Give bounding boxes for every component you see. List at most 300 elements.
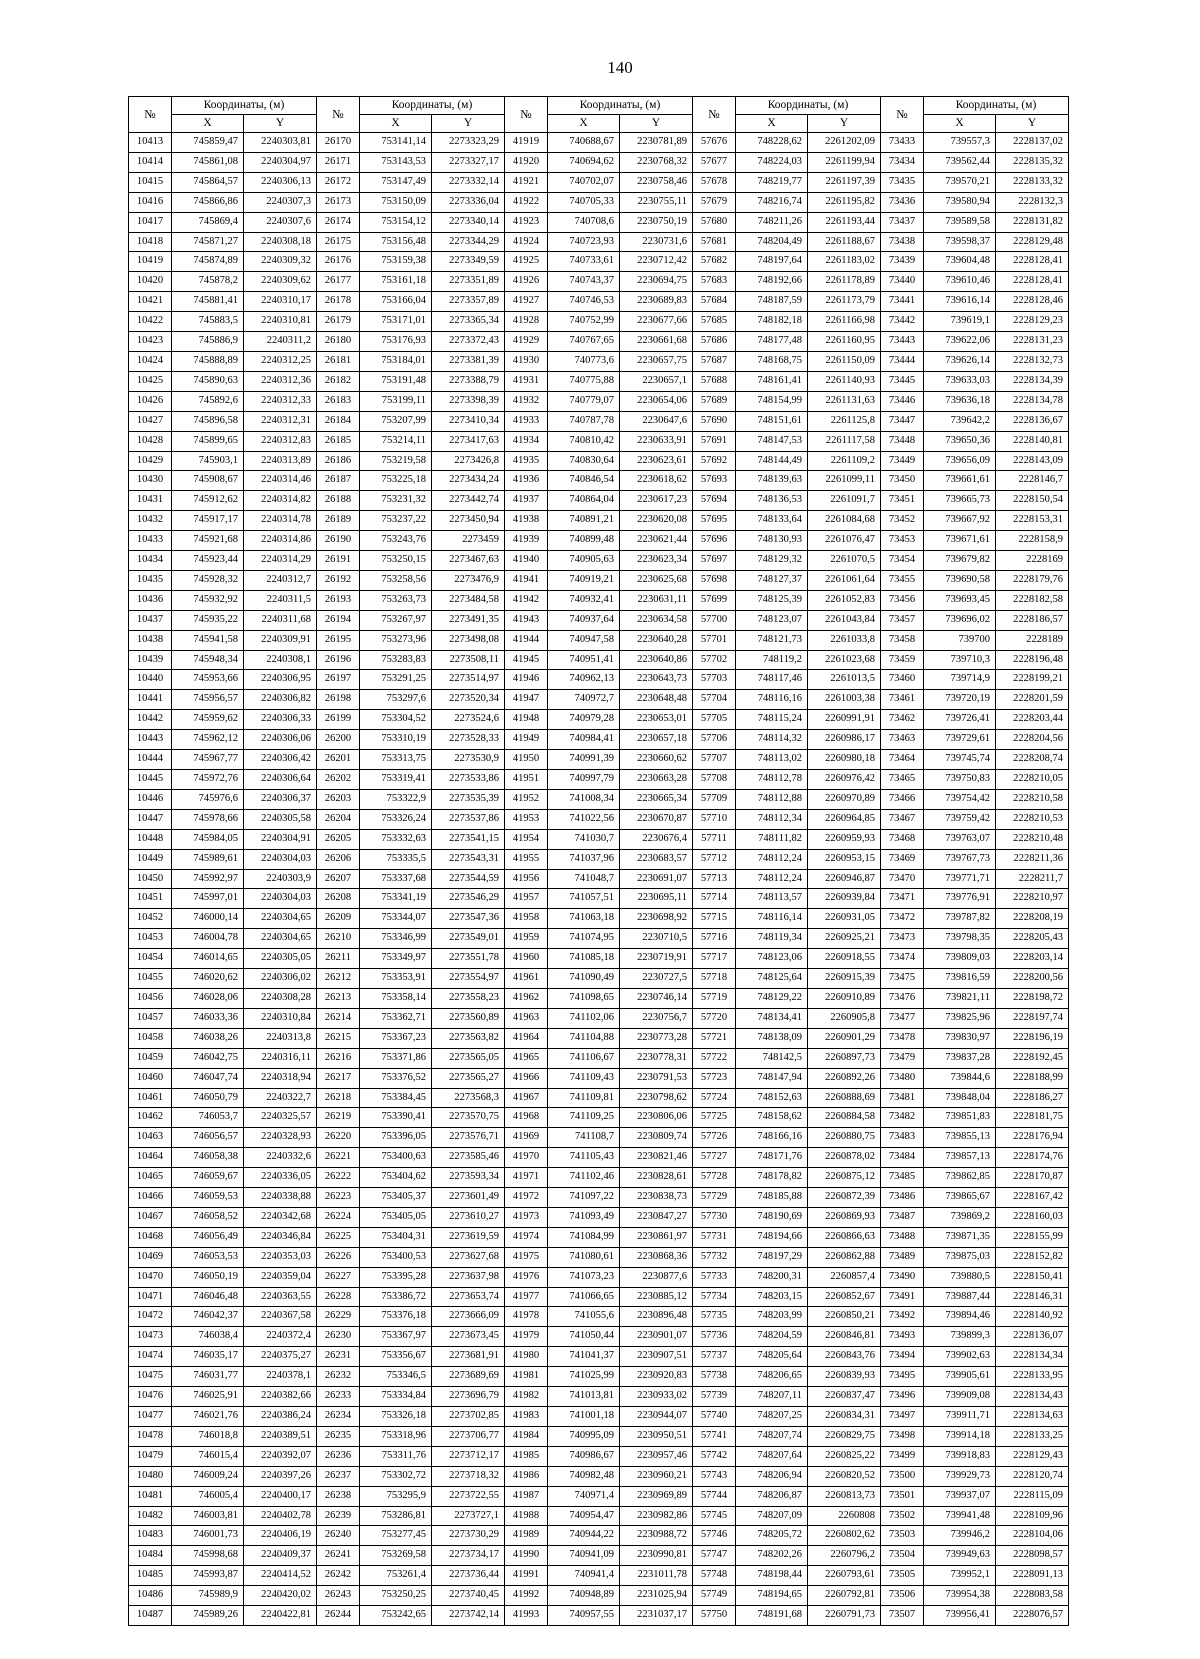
x-coordinate-cell: 753349,97 <box>360 949 432 969</box>
x-coordinate-cell: 741109,43 <box>548 1068 620 1088</box>
x-coordinate-cell: 745953,66 <box>172 670 244 690</box>
point-number-cell: 41969 <box>505 1128 548 1148</box>
number-column-header: № <box>693 97 736 133</box>
point-number-cell: 73456 <box>881 590 924 610</box>
point-number-cell: 73470 <box>881 869 924 889</box>
point-number-cell: 57714 <box>693 889 736 909</box>
y-coordinate-cell: 2260829,75 <box>808 1426 881 1446</box>
x-coordinate-cell: 748197,29 <box>736 1247 808 1267</box>
y-coordinate-cell: 2240306,64 <box>244 770 317 790</box>
y-coordinate-cell: 2261197,39 <box>808 172 881 192</box>
point-number-cell: 41952 <box>505 789 548 809</box>
x-coordinate-cell: 739952,1 <box>924 1566 996 1586</box>
point-number-cell: 26223 <box>317 1188 360 1208</box>
x-coordinate-cell: 753322,9 <box>360 789 432 809</box>
x-coordinate-cell: 748204,59 <box>736 1327 808 1347</box>
x-coordinate-cell: 740705,33 <box>548 192 620 212</box>
x-coordinate-cell: 740733,61 <box>548 252 620 272</box>
point-number-cell: 26170 <box>317 133 360 153</box>
y-coordinate-cell: 2228143,09 <box>996 451 1069 471</box>
table-row <box>129 1307 1069 1327</box>
y-coordinate-cell: 2228196,48 <box>996 650 1069 670</box>
point-number-cell: 41943 <box>505 610 548 630</box>
point-number-cell: 10430 <box>129 471 172 491</box>
point-number-cell: 57691 <box>693 431 736 451</box>
table-row <box>129 1028 1069 1048</box>
point-number-cell: 57729 <box>693 1188 736 1208</box>
x-coordinate-cell: 741104,88 <box>548 1028 620 1048</box>
x-coordinate-cell: 745861,08 <box>172 152 244 172</box>
x-coordinate-cell: 753371,86 <box>360 1048 432 1068</box>
point-number-cell: 10437 <box>129 610 172 630</box>
x-coordinate-cell: 753376,52 <box>360 1068 432 1088</box>
y-coordinate-cell: 2230957,46 <box>620 1446 693 1466</box>
x-coordinate-cell: 745932,92 <box>172 590 244 610</box>
y-coordinate-cell: 2228203,14 <box>996 949 1069 969</box>
x-column-header: X <box>736 115 808 133</box>
point-number-cell: 57690 <box>693 411 736 431</box>
y-coordinate-cell: 2261131,63 <box>808 391 881 411</box>
point-number-cell: 26182 <box>317 371 360 391</box>
x-coordinate-cell: 740962,13 <box>548 670 620 690</box>
y-coordinate-cell: 2240312,83 <box>244 431 317 451</box>
y-coordinate-cell: 2228210,05 <box>996 770 1069 790</box>
table-row <box>129 1267 1069 1287</box>
point-number-cell: 41923 <box>505 212 548 232</box>
x-coordinate-cell: 753291,25 <box>360 670 432 690</box>
x-coordinate-cell: 748115,24 <box>736 710 808 730</box>
point-number-cell: 41967 <box>505 1088 548 1108</box>
point-number-cell: 26192 <box>317 570 360 590</box>
y-coordinate-cell: 2240328,93 <box>244 1128 317 1148</box>
x-coordinate-cell: 753341,19 <box>360 889 432 909</box>
point-number-cell: 26214 <box>317 1008 360 1028</box>
point-number-cell: 10468 <box>129 1227 172 1247</box>
x-coordinate-cell: 748112,78 <box>736 770 808 790</box>
x-coordinate-cell: 748121,73 <box>736 630 808 650</box>
x-coordinate-cell: 745859,47 <box>172 133 244 153</box>
table-row <box>129 1247 1069 1267</box>
x-coordinate-cell: 746038,4 <box>172 1327 244 1347</box>
point-number-cell: 57687 <box>693 351 736 371</box>
point-number-cell: 41921 <box>505 172 548 192</box>
x-coordinate-cell: 745984,05 <box>172 829 244 849</box>
point-number-cell: 26211 <box>317 949 360 969</box>
table-row <box>129 152 1069 172</box>
point-number-cell: 57684 <box>693 292 736 312</box>
x-coordinate-cell: 739570,21 <box>924 172 996 192</box>
point-number-cell: 57701 <box>693 630 736 650</box>
x-column-header: X <box>924 115 996 133</box>
point-number-cell: 73450 <box>881 471 924 491</box>
y-coordinate-cell: 2273530,9 <box>432 750 505 770</box>
y-coordinate-cell: 2273340,14 <box>432 212 505 232</box>
x-coordinate-cell: 745892,6 <box>172 391 244 411</box>
x-coordinate-cell: 753304,52 <box>360 710 432 730</box>
point-number-cell: 26195 <box>317 630 360 650</box>
x-coordinate-cell: 740957,55 <box>548 1606 620 1626</box>
point-number-cell: 41942 <box>505 590 548 610</box>
y-coordinate-cell: 2273434,24 <box>432 471 505 491</box>
x-coordinate-cell: 746009,24 <box>172 1466 244 1486</box>
x-coordinate-cell: 753404,31 <box>360 1227 432 1247</box>
x-coordinate-cell: 753250,25 <box>360 1586 432 1606</box>
x-coordinate-cell: 739700 <box>924 630 996 650</box>
x-coordinate-cell: 739616,14 <box>924 292 996 312</box>
point-number-cell: 26191 <box>317 551 360 571</box>
x-coordinate-cell: 753150,09 <box>360 192 432 212</box>
x-coordinate-cell: 739857,13 <box>924 1148 996 1168</box>
y-coordinate-cell: 2240314,82 <box>244 491 317 511</box>
point-number-cell: 73479 <box>881 1048 924 1068</box>
y-coordinate-cell: 2273718,32 <box>432 1466 505 1486</box>
point-number-cell: 10423 <box>129 332 172 352</box>
point-number-cell: 26193 <box>317 590 360 610</box>
y-coordinate-cell: 2230755,11 <box>620 192 693 212</box>
point-number-cell: 73497 <box>881 1407 924 1427</box>
point-number-cell: 73485 <box>881 1168 924 1188</box>
y-coordinate-cell: 2240322,7 <box>244 1088 317 1108</box>
x-coordinate-cell: 739665,73 <box>924 491 996 511</box>
point-number-cell: 10481 <box>129 1486 172 1506</box>
y-coordinate-cell: 2240313,8 <box>244 1028 317 1048</box>
point-number-cell: 57741 <box>693 1426 736 1446</box>
point-number-cell: 73486 <box>881 1188 924 1208</box>
y-coordinate-cell: 2261109,2 <box>808 451 881 471</box>
y-coordinate-cell: 2228140,81 <box>996 431 1069 451</box>
point-number-cell: 10466 <box>129 1188 172 1208</box>
x-coordinate-cell: 740932,41 <box>548 590 620 610</box>
x-coordinate-cell: 748207,09 <box>736 1506 808 1526</box>
y-coordinate-cell: 2240359,04 <box>244 1267 317 1287</box>
point-number-cell: 10435 <box>129 570 172 590</box>
x-coordinate-cell: 740891,21 <box>548 511 620 531</box>
y-coordinate-cell: 2273388,79 <box>432 371 505 391</box>
point-number-cell: 41947 <box>505 690 548 710</box>
x-coordinate-cell: 739650,36 <box>924 431 996 451</box>
point-number-cell: 10487 <box>129 1606 172 1626</box>
point-number-cell: 73469 <box>881 849 924 869</box>
y-coordinate-cell: 2260837,47 <box>808 1387 881 1407</box>
y-coordinate-cell: 2230620,08 <box>620 511 693 531</box>
y-coordinate-cell: 2260925,21 <box>808 929 881 949</box>
point-number-cell: 57705 <box>693 710 736 730</box>
point-number-cell: 10472 <box>129 1307 172 1327</box>
y-coordinate-cell: 2228204,56 <box>996 730 1069 750</box>
point-number-cell: 26213 <box>317 988 360 1008</box>
x-coordinate-cell: 746003,81 <box>172 1506 244 1526</box>
point-number-cell: 41925 <box>505 252 548 272</box>
x-coordinate-cell: 746058,52 <box>172 1207 244 1227</box>
y-coordinate-cell: 2260875,12 <box>808 1168 881 1188</box>
x-coordinate-cell: 746056,57 <box>172 1128 244 1148</box>
x-coordinate-cell: 748177,48 <box>736 332 808 352</box>
y-coordinate-cell: 2260850,21 <box>808 1307 881 1327</box>
x-coordinate-cell: 741097,22 <box>548 1188 620 1208</box>
y-coordinate-cell: 2228146,31 <box>996 1287 1069 1307</box>
y-coordinate-cell: 2240314,86 <box>244 531 317 551</box>
y-coordinate-cell: 2230618,62 <box>620 471 693 491</box>
y-coordinate-cell: 2273410,34 <box>432 411 505 431</box>
y-coordinate-cell: 2240306,82 <box>244 690 317 710</box>
y-coordinate-cell: 2228133,95 <box>996 1367 1069 1387</box>
x-coordinate-cell: 740995,09 <box>548 1426 620 1446</box>
point-number-cell: 73433 <box>881 133 924 153</box>
x-coordinate-cell: 739642,2 <box>924 411 996 431</box>
y-coordinate-cell: 2240304,65 <box>244 909 317 929</box>
table-row <box>129 710 1069 730</box>
y-coordinate-cell: 2273565,05 <box>432 1048 505 1068</box>
point-number-cell: 73477 <box>881 1008 924 1028</box>
y-coordinate-cell: 2230756,7 <box>620 1008 693 1028</box>
x-coordinate-cell: 748191,68 <box>736 1606 808 1626</box>
y-coordinate-cell: 2230663,28 <box>620 770 693 790</box>
x-coordinate-cell: 740708,6 <box>548 212 620 232</box>
y-coordinate-cell: 2228211,36 <box>996 849 1069 869</box>
y-coordinate-cell: 2228150,41 <box>996 1267 1069 1287</box>
x-coordinate-cell: 739671,61 <box>924 531 996 551</box>
table-row <box>129 988 1069 1008</box>
y-column-header: Y <box>244 115 317 133</box>
y-coordinate-cell: 2228083,58 <box>996 1586 1069 1606</box>
y-coordinate-cell: 2260820,52 <box>808 1466 881 1486</box>
y-coordinate-cell: 2273734,17 <box>432 1546 505 1566</box>
y-coordinate-cell: 2273398,39 <box>432 391 505 411</box>
point-number-cell: 41973 <box>505 1207 548 1227</box>
point-number-cell: 57698 <box>693 570 736 590</box>
x-coordinate-cell: 739714,9 <box>924 670 996 690</box>
point-number-cell: 73471 <box>881 889 924 909</box>
y-coordinate-cell: 2240310,81 <box>244 312 317 332</box>
point-number-cell: 10446 <box>129 789 172 809</box>
y-coordinate-cell: 2260808 <box>808 1506 881 1526</box>
y-coordinate-cell: 2230901,07 <box>620 1327 693 1347</box>
point-number-cell: 57730 <box>693 1207 736 1227</box>
y-coordinate-cell: 2230640,28 <box>620 630 693 650</box>
table-header <box>129 97 1069 133</box>
y-coordinate-cell: 2261183,02 <box>808 252 881 272</box>
point-number-cell: 26215 <box>317 1028 360 1048</box>
point-number-cell: 10461 <box>129 1088 172 1108</box>
point-number-cell: 41984 <box>505 1426 548 1446</box>
y-coordinate-cell: 2260888,69 <box>808 1088 881 1108</box>
y-coordinate-cell: 2261173,79 <box>808 292 881 312</box>
x-coordinate-cell: 748228,62 <box>736 133 808 153</box>
x-coordinate-cell: 745997,01 <box>172 889 244 909</box>
x-coordinate-cell: 753319,41 <box>360 770 432 790</box>
point-number-cell: 10483 <box>129 1526 172 1546</box>
point-number-cell: 26207 <box>317 869 360 889</box>
x-coordinate-cell: 745908,67 <box>172 471 244 491</box>
table-row <box>129 1466 1069 1486</box>
point-number-cell: 73482 <box>881 1108 924 1128</box>
y-coordinate-cell: 2273554,97 <box>432 969 505 989</box>
y-coordinate-cell: 2228198,72 <box>996 988 1069 1008</box>
y-coordinate-cell: 2261070,5 <box>808 551 881 571</box>
y-coordinate-cell: 2228076,57 <box>996 1606 1069 1626</box>
number-column-header: № <box>129 97 172 133</box>
y-coordinate-cell: 2240314,29 <box>244 551 317 571</box>
x-coordinate-cell: 748203,99 <box>736 1307 808 1327</box>
y-coordinate-cell: 2228186,57 <box>996 610 1069 630</box>
y-coordinate-cell: 2273736,44 <box>432 1566 505 1586</box>
y-coordinate-cell: 2261076,47 <box>808 531 881 551</box>
x-coordinate-cell: 740810,42 <box>548 431 620 451</box>
point-number-cell: 73481 <box>881 1088 924 1108</box>
x-coordinate-cell: 748125,64 <box>736 969 808 989</box>
y-coordinate-cell: 2240311,68 <box>244 610 317 630</box>
point-number-cell: 10480 <box>129 1466 172 1486</box>
x-coordinate-cell: 753242,65 <box>360 1606 432 1626</box>
point-number-cell: 10442 <box>129 710 172 730</box>
x-coordinate-cell: 748207,64 <box>736 1446 808 1466</box>
x-coordinate-cell: 748123,07 <box>736 610 808 630</box>
table-row <box>129 272 1069 292</box>
point-number-cell: 26243 <box>317 1586 360 1606</box>
x-coordinate-cell: 739914,18 <box>924 1426 996 1446</box>
x-coordinate-cell: 753219,58 <box>360 451 432 471</box>
x-coordinate-cell: 745978,66 <box>172 809 244 829</box>
point-number-cell: 73448 <box>881 431 924 451</box>
x-coordinate-cell: 739941,48 <box>924 1506 996 1526</box>
x-coordinate-cell: 739626,14 <box>924 351 996 371</box>
y-coordinate-cell: 2230933,02 <box>620 1387 693 1407</box>
point-number-cell: 57735 <box>693 1307 736 1327</box>
point-number-cell: 26210 <box>317 929 360 949</box>
y-coordinate-cell: 2273666,09 <box>432 1307 505 1327</box>
x-coordinate-cell: 740830,64 <box>548 451 620 471</box>
y-coordinate-cell: 2260857,4 <box>808 1267 881 1287</box>
point-number-cell: 73494 <box>881 1347 924 1367</box>
x-coordinate-cell: 753356,67 <box>360 1347 432 1367</box>
y-coordinate-cell: 2260959,93 <box>808 829 881 849</box>
y-coordinate-cell: 2228131,82 <box>996 212 1069 232</box>
y-coordinate-cell: 2261052,83 <box>808 590 881 610</box>
point-number-cell: 73473 <box>881 929 924 949</box>
table-row <box>129 1128 1069 1148</box>
y-coordinate-cell: 2230806,06 <box>620 1108 693 1128</box>
y-coordinate-cell: 2261140,93 <box>808 371 881 391</box>
point-number-cell: 73461 <box>881 690 924 710</box>
point-number-cell: 41986 <box>505 1466 548 1486</box>
point-number-cell: 26190 <box>317 531 360 551</box>
x-coordinate-cell: 739909,08 <box>924 1387 996 1407</box>
x-coordinate-cell: 746001,73 <box>172 1526 244 1546</box>
point-number-cell: 57713 <box>693 869 736 889</box>
y-coordinate-cell: 2228136,67 <box>996 411 1069 431</box>
y-coordinate-cell: 2228129,43 <box>996 1446 1069 1466</box>
x-coordinate-cell: 741050,44 <box>548 1327 620 1347</box>
table-row <box>129 531 1069 551</box>
y-coordinate-cell: 2240346,84 <box>244 1227 317 1247</box>
y-coordinate-cell: 2228200,56 <box>996 969 1069 989</box>
y-coordinate-cell: 2240392,07 <box>244 1446 317 1466</box>
table-body <box>129 133 1069 1626</box>
point-number-cell: 73498 <box>881 1426 924 1446</box>
point-number-cell: 57694 <box>693 491 736 511</box>
y-coordinate-cell: 2260839,93 <box>808 1367 881 1387</box>
point-number-cell: 73434 <box>881 152 924 172</box>
table-row <box>129 371 1069 391</box>
table-row <box>129 1108 1069 1128</box>
point-number-cell: 10424 <box>129 351 172 371</box>
x-coordinate-cell: 740951,41 <box>548 650 620 670</box>
x-coordinate-cell: 741057,51 <box>548 889 620 909</box>
x-coordinate-cell: 753243,76 <box>360 531 432 551</box>
y-coordinate-cell: 2230847,27 <box>620 1207 693 1227</box>
point-number-cell: 57708 <box>693 770 736 790</box>
table-row <box>129 1506 1069 1526</box>
point-number-cell: 73468 <box>881 829 924 849</box>
x-coordinate-cell: 753400,63 <box>360 1148 432 1168</box>
y-coordinate-cell: 2228208,19 <box>996 909 1069 929</box>
point-number-cell: 73500 <box>881 1466 924 1486</box>
y-coordinate-cell: 2230758,46 <box>620 172 693 192</box>
point-number-cell: 26208 <box>317 889 360 909</box>
table-row <box>129 670 1069 690</box>
x-coordinate-cell: 740723,93 <box>548 232 620 252</box>
x-coordinate-cell: 753184,01 <box>360 351 432 371</box>
y-coordinate-cell: 2273560,89 <box>432 1008 505 1028</box>
x-coordinate-cell: 748154,99 <box>736 391 808 411</box>
table-row <box>129 1526 1069 1546</box>
point-number-cell: 73496 <box>881 1387 924 1407</box>
point-number-cell: 26231 <box>317 1347 360 1367</box>
point-number-cell: 73446 <box>881 391 924 411</box>
x-coordinate-cell: 748117,46 <box>736 670 808 690</box>
y-coordinate-cell: 2260915,39 <box>808 969 881 989</box>
x-coordinate-cell: 753286,81 <box>360 1506 432 1526</box>
point-number-cell: 26238 <box>317 1486 360 1506</box>
table-row <box>129 511 1069 531</box>
point-number-cell: 10433 <box>129 531 172 551</box>
point-number-cell: 26239 <box>317 1506 360 1526</box>
y-coordinate-cell: 2230633,91 <box>620 431 693 451</box>
y-coordinate-cell: 2230731,6 <box>620 232 693 252</box>
y-coordinate-cell: 2240325,57 <box>244 1108 317 1128</box>
x-coordinate-cell: 741063,18 <box>548 909 620 929</box>
point-number-cell: 41978 <box>505 1307 548 1327</box>
y-coordinate-cell: 2261023,68 <box>808 650 881 670</box>
x-coordinate-cell: 748166,16 <box>736 1128 808 1148</box>
point-number-cell: 10470 <box>129 1267 172 1287</box>
point-number-cell: 73459 <box>881 650 924 670</box>
y-coordinate-cell: 2240402,78 <box>244 1506 317 1526</box>
point-number-cell: 57676 <box>693 133 736 153</box>
x-coordinate-cell: 753166,04 <box>360 292 432 312</box>
point-number-cell: 26206 <box>317 849 360 869</box>
y-coordinate-cell: 2228128,41 <box>996 252 1069 272</box>
point-number-cell: 41927 <box>505 292 548 312</box>
point-number-cell: 10459 <box>129 1048 172 1068</box>
point-number-cell: 73474 <box>881 949 924 969</box>
point-number-cell: 41940 <box>505 551 548 571</box>
y-coordinate-cell: 2230691,07 <box>620 869 693 889</box>
y-coordinate-cell: 2228132,73 <box>996 351 1069 371</box>
table-row <box>129 1606 1069 1626</box>
table-row <box>129 471 1069 491</box>
y-coordinate-cell: 2240318,94 <box>244 1068 317 1088</box>
x-coordinate-cell: 740944,22 <box>548 1526 620 1546</box>
x-coordinate-cell: 745989,61 <box>172 849 244 869</box>
x-coordinate-cell: 741022,56 <box>548 809 620 829</box>
y-coordinate-cell: 2273520,34 <box>432 690 505 710</box>
x-coordinate-cell: 740941,4 <box>548 1566 620 1586</box>
y-coordinate-cell: 2261150,09 <box>808 351 881 371</box>
point-number-cell: 57739 <box>693 1387 736 1407</box>
x-coordinate-cell: 739754,42 <box>924 789 996 809</box>
x-coordinate-cell: 748198,44 <box>736 1566 808 1586</box>
